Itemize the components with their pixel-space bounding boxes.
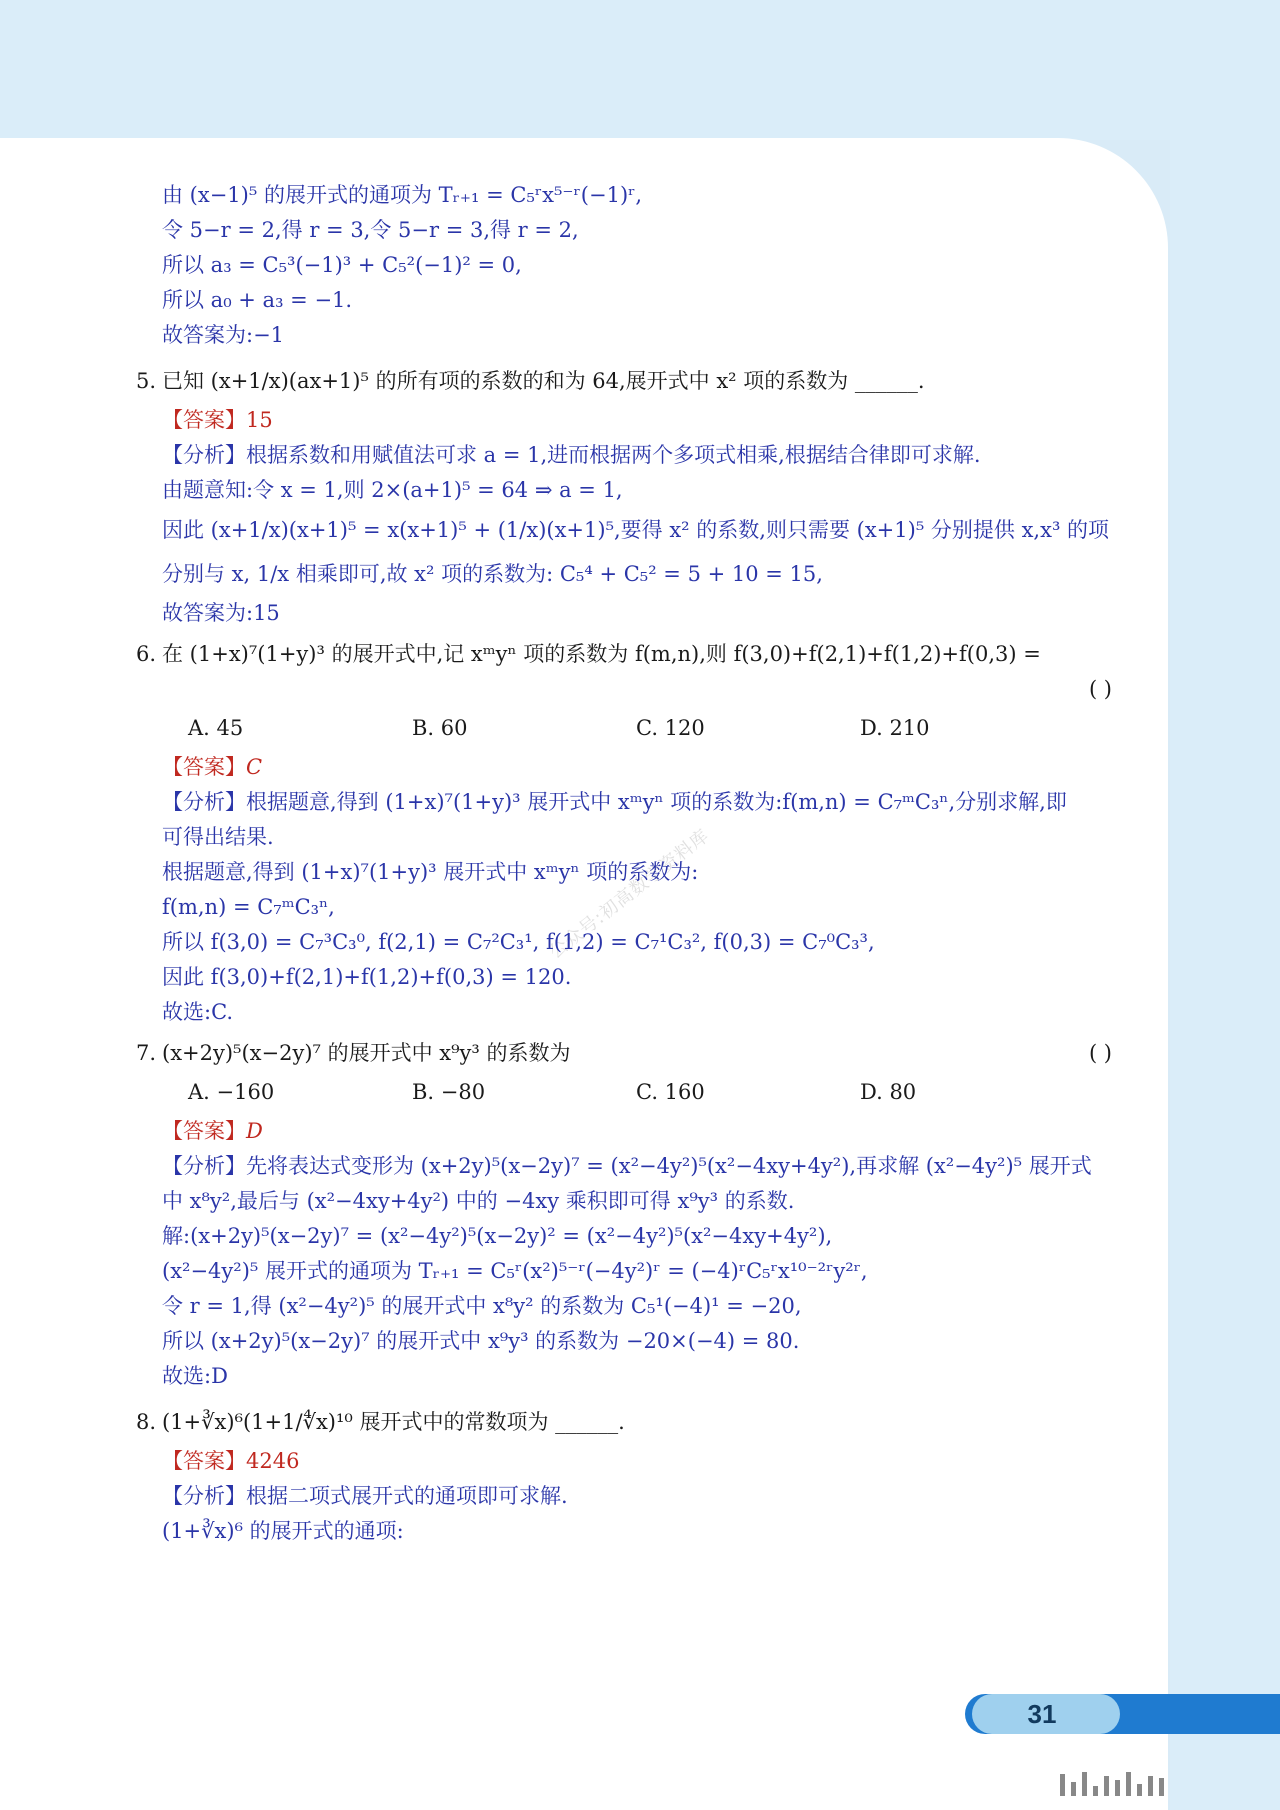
option-d: D. 80 xyxy=(860,1080,917,1104)
answer-line xyxy=(162,1444,1122,1479)
question-stem: (1+∛x)⁶(1+1/∜x)¹⁰ 展开式中的常数项为 ______. xyxy=(162,1410,625,1434)
solution-line: 故选:D xyxy=(162,1364,228,1388)
question-6 xyxy=(136,637,1122,672)
question-7 xyxy=(136,1036,1122,1071)
answer-value: 15 xyxy=(246,408,273,432)
top-background-band xyxy=(0,0,1280,140)
option-a: A. 45 xyxy=(188,716,244,740)
answer-value: D xyxy=(246,1119,263,1143)
analysis-tag: 【分析】 xyxy=(162,1154,246,1178)
option-b: B. 60 xyxy=(412,716,468,740)
option-a: A. −160 xyxy=(188,1080,275,1104)
analysis-line xyxy=(162,1149,1122,1184)
analysis-text: 根据二项式展开式的通项即可求解. xyxy=(246,1484,568,1508)
question-number: 8. xyxy=(136,1410,157,1434)
solution-line: 所以 a₀ + a₃ = −1. xyxy=(162,288,353,312)
solution-line: (1+∛x)⁶ 的展开式的通项: xyxy=(162,1519,404,1543)
solution-line: 所以 f(3,0) = C₇³C₃⁰, f(2,1) = C₇²C₃¹, f(1,2) = C₇¹C₃², f(0,3) = C₇⁰C₃³, xyxy=(162,930,875,954)
answer-tag: 【答案】 xyxy=(162,755,246,779)
watermark: 公众号:初高数学资料库 xyxy=(545,825,714,964)
option-d: D. 210 xyxy=(860,716,930,740)
options-row xyxy=(162,711,1122,746)
analysis-tag: 【分析】 xyxy=(162,1484,246,1508)
solution-line: 故答案为:15 xyxy=(162,601,280,625)
question-stem: 已知 (x+1/x)(ax+1)⁵ 的所有项的系数的和为 64,展开式中 x² 项的系数为 ______. xyxy=(162,369,925,393)
analysis-text: 根据系数和用赋值法可求 a = 1,进而根据两个多项式相乘,根据结合律即可求解. xyxy=(246,443,981,467)
answer-tag: 【答案】 xyxy=(162,1119,246,1143)
solution-line: 分别与 x, 1/x 相乘即可,故 x² 项的系数为: C₅⁴ + C₅² = 5 + 10 = 15, xyxy=(162,562,823,586)
answer-value: 4246 xyxy=(246,1449,300,1473)
solution-line: 故选:C. xyxy=(162,1000,234,1024)
question-8 xyxy=(136,1400,1122,1444)
solution-line: 所以 a₃ = C₅³(−1)³ + C₅²(−1)² = 0, xyxy=(162,253,522,277)
solution-line: 令 r = 1,得 (x²−4y²)⁵ 的展开式中 x⁸y² 的系数为 C₅¹(−4)¹ = −20, xyxy=(162,1294,802,1318)
solution-line: 因此 f(3,0)+f(2,1)+f(1,2)+f(0,3) = 120. xyxy=(162,965,572,989)
answer-paren-row xyxy=(162,672,1122,707)
option-b: B. −80 xyxy=(412,1080,486,1104)
analysis-line xyxy=(162,1479,1122,1514)
answer-parentheses: ( ) xyxy=(1088,677,1112,701)
right-background-band xyxy=(1170,0,1280,1810)
analysis-text: 根据题意,得到 (1+x)⁷(1+y)³ 展开式中 xᵐyⁿ 项的系数为:f(m,n) = C₇ᵐC₃ⁿ,分别求解,即 xyxy=(246,790,1067,814)
question-stem: (x+2y)⁵(x−2y)⁷ 的展开式中 x⁹y³ 的系数为 xyxy=(162,1041,571,1065)
solution-line: 由题意知:令 x = 1,则 2×(a+1)⁵ = 64 ⇒ a = 1, xyxy=(162,478,623,502)
options-row xyxy=(162,1075,1122,1110)
barcode-signature-icon xyxy=(1060,1766,1280,1796)
analysis-line: 中 x⁸y²,最后与 (x²−4xy+4y²) 中的 −4xy 乘积即可得 x⁹y³ 的系数. xyxy=(162,1189,795,1213)
analysis-tag: 【分析】 xyxy=(162,790,246,814)
answer-value: C xyxy=(246,755,263,779)
solution-line: 因此 (x+1/x)(x+1)⁵ = x(x+1)⁵ + (1/x)(x+1)⁵,要得 x² 的系数,则只需要 (x+1)⁵ 分别提供 x,x³ 的项 xyxy=(162,518,1110,542)
solution-line: 所以 (x+2y)⁵(x−2y)⁷ 的展开式中 x⁹y³ 的系数为 −20×(−4) = 80. xyxy=(162,1329,800,1353)
page-number: 31 xyxy=(1027,1699,1057,1729)
question-5 xyxy=(136,359,1122,403)
answer-tag: 【答案】 xyxy=(162,408,246,432)
solution-line: 令 5−r = 2,得 r = 3,令 5−r = 3,得 r = 2, xyxy=(162,218,579,242)
question-number: 6. xyxy=(136,642,157,666)
solution-line: f(m,n) = C₇ᵐC₃ⁿ, xyxy=(162,895,335,919)
analysis-tag: 【分析】 xyxy=(162,443,246,467)
solution-line: 故答案为:−1 xyxy=(162,323,285,347)
answer-line xyxy=(162,750,1122,785)
analysis-text: 先将表达式变形为 (x+2y)⁵(x−2y)⁷ = (x²−4y²)⁵(x²−4xy+4y²),再求解 (x²−4y²)⁵ 展开式 xyxy=(246,1154,1092,1178)
analysis-line: 可得出结果. xyxy=(162,825,274,849)
answer-parentheses: ( ) xyxy=(1088,1041,1112,1065)
solution-line: 由 (x−1)⁵ 的展开式的通项为 Tᵣ₊₁ = C₅ʳx⁵⁻ʳ(−1)ʳ, xyxy=(162,183,643,207)
option-c: C. 120 xyxy=(636,716,705,740)
page-content xyxy=(136,178,1122,1549)
solution-line: (x²−4y²)⁵ 展开式的通项为 Tᵣ₊₁ = C₅ʳ(x²)⁵⁻ʳ(−4y²)ʳ = (−4)ʳC₅ʳx¹⁰⁻²ʳy²ʳ, xyxy=(162,1259,868,1283)
answer-line xyxy=(162,1114,1122,1149)
question-number: 5. xyxy=(136,369,157,393)
question-stem: 在 (1+x)⁷(1+y)³ 的展开式中,记 xᵐyⁿ 项的系数为 f(m,n),则 f(3,0)+f(2,1)+f(1,2)+f(0,3) = xyxy=(162,642,1041,666)
answer-tag: 【答案】 xyxy=(162,1449,246,1473)
analysis-line xyxy=(162,438,1122,473)
answer-line xyxy=(162,403,1122,438)
analysis-line xyxy=(162,785,1122,820)
option-c: C. 160 xyxy=(636,1080,705,1104)
solution-line: 解:(x+2y)⁵(x−2y)⁷ = (x²−4y²)⁵(x−2y)² = (x²−4y²)⁵(x²−4xy+4y²), xyxy=(162,1224,833,1248)
question-number: 7. xyxy=(136,1041,157,1065)
solution-line: 根据题意,得到 (1+x)⁷(1+y)³ 展开式中 xᵐyⁿ 项的系数为: xyxy=(162,860,699,884)
